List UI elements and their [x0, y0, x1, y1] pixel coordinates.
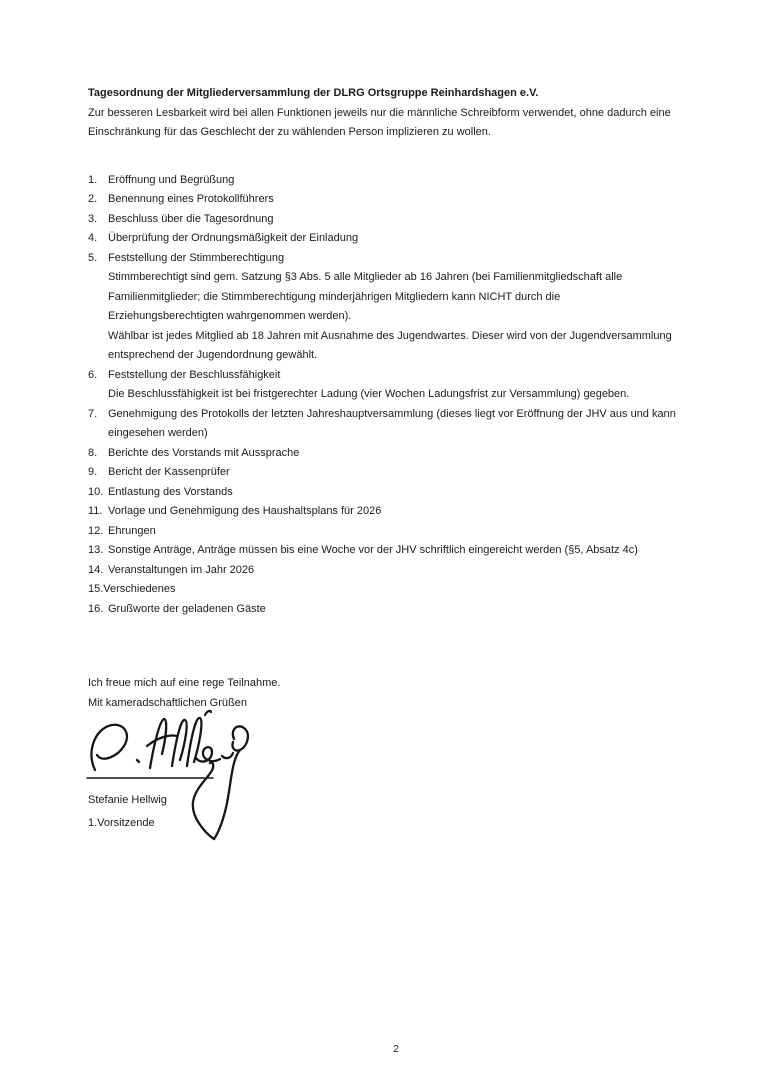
agenda-item-text: Eröffnung und Begrüßung: [108, 173, 235, 186]
agenda-item-line: [88, 366, 704, 386]
signature-block: [88, 713, 704, 848]
document-title: Tagesordnung der Mitgliederversammlung der DLRG Ortsgruppe Reinhardshagen e.V.: [88, 87, 539, 99]
agenda-item-text: eingesehen werden): [108, 427, 208, 439]
agenda-item-text: Überprüfung der Ordnungsmäßigkeit der Einladung: [108, 232, 359, 244]
agenda-item-line: [88, 522, 704, 542]
agenda-item-line: [88, 210, 704, 230]
agenda-item-number: 7.: [88, 407, 98, 420]
agenda-item-line: [88, 229, 704, 249]
agenda-item-line: [88, 424, 704, 444]
signatory-role: 1.Vorsitzende: [88, 817, 155, 829]
agenda-item-number: 16.: [88, 602, 104, 615]
agenda-item-text: Entlastung des Vorstands: [108, 485, 233, 498]
agenda-item-line: [88, 249, 704, 269]
agenda-item-number: 1.: [88, 173, 98, 186]
agenda-item-line: [88, 190, 704, 210]
agenda-item-subtext: Stimmberechtigt sind gem. Satzung §3 Abs. 5 alle Mitglieder ab 16 Jahren (bei Familienmitgliedschaft alle: [108, 271, 623, 283]
agenda-item-text: Berichte des Vorstands mit Aussprache: [108, 446, 300, 459]
intro-paragraph: [88, 104, 704, 143]
agenda-item-line: [88, 171, 704, 191]
intro-line: Einschränkung für das Geschlecht der zu wählenden Person implizieren zu wollen.: [88, 126, 491, 138]
agenda-item-text: Vorlage und Genehmigung des Haushaltsplans für 2026: [108, 505, 382, 517]
agenda-item-line: [88, 502, 704, 522]
agenda-item-number: 4.: [88, 232, 98, 244]
agenda-item-line: [88, 444, 704, 464]
agenda-item-text: Sonstige Anträge, Anträge müssen bis eine Woche vor der JHV schriftlich eingereicht werden (§5, Absatz 4c): [108, 544, 638, 556]
agenda-item-number: 9.: [88, 466, 98, 478]
agenda-item-line: [88, 580, 704, 600]
agenda-item-line: [88, 405, 704, 425]
agenda-item-number: 5.: [88, 251, 98, 264]
agenda-item-subtext: entsprechend der Jugendordnung gewählt.: [108, 349, 318, 361]
agenda-item-text: Feststellung der Stimmberechtigung: [108, 251, 285, 264]
agenda-item-line: [88, 561, 704, 581]
agenda-item-number: 13.: [88, 544, 104, 556]
agenda-item-line: [88, 600, 704, 620]
agenda-item-line: [88, 463, 704, 483]
agenda-item-number: 14.: [88, 563, 104, 576]
agenda-item-number: 15.: [88, 583, 104, 595]
agenda-item-text: Bericht der Kassenprüfer: [108, 466, 230, 478]
agenda-item-subtext: Familienmitglieder; die Stimmberechtigung minderjährigen Mitgliedern kann NICHT durch die: [108, 290, 561, 303]
agenda-item-text: Feststellung der Beschlussfähigkeit: [108, 368, 281, 381]
agenda-item-text: Benennung eines Protokollführers: [108, 193, 274, 205]
agenda-item-text: Ehrungen: [108, 524, 156, 537]
agenda-item-text: Grußworte der geladenen Gäste: [108, 602, 266, 615]
agenda-item-number: 8.: [88, 446, 98, 459]
agenda-item-line: [88, 541, 704, 561]
agenda-item-number: 10.: [88, 485, 104, 498]
agenda-item-number: 12.: [88, 524, 104, 537]
agenda-item-number: 11.: [88, 505, 103, 517]
closing-thanks-line: Ich freue mich auf eine rege Teilnahme.: [88, 677, 281, 689]
agenda-list: [88, 171, 704, 620]
agenda-item-subtext: Wählbar ist jedes Mitglied ab 18 Jahren mit Ausnahme des Jugendwartes. Dieser wird von der Jugendversammlung: [108, 329, 672, 342]
closing-regards-line: Mit kameradschaftlichen Grüßen: [88, 696, 247, 709]
intro-line: Zur besseren Lesbarkeit wird bei allen Funktionen jeweils nur die männliche Schreibform verwendet, ohne dadurch eine: [88, 106, 671, 119]
signatory-name: Stefanie Hellwig: [88, 794, 167, 806]
agenda-item-text: Veranstaltungen im Jahr 2026: [108, 563, 255, 576]
agenda-item-subtext: Die Beschlussfähigkeit ist bei fristgerechter Ladung (vier Wochen Ladungsfrist zur Versammlung) gegeben.: [108, 388, 630, 400]
agenda-item-number: 3.: [88, 212, 98, 225]
agenda-item-number: 2.: [88, 193, 98, 205]
agenda-item-text: Verschiedenes: [103, 583, 176, 595]
agenda-item-text: Genehmigung des Protokolls der letzten Jahreshauptversammlung (dieses liegt vor Eröffnung der JHV aus und kann: [108, 407, 676, 420]
agenda-item-number: [88, 424, 108, 444]
agenda-item-line: [88, 483, 704, 503]
agenda-item-number: 6.: [88, 368, 98, 381]
page-number: 2: [393, 1043, 399, 1055]
agenda-item-text: Beschluss über die Tagesordnung: [108, 212, 274, 225]
page-footer: [88, 1042, 704, 1056]
agenda-item-subtext: Erziehungsberechtigten wahrgenommen werden).: [108, 310, 352, 322]
